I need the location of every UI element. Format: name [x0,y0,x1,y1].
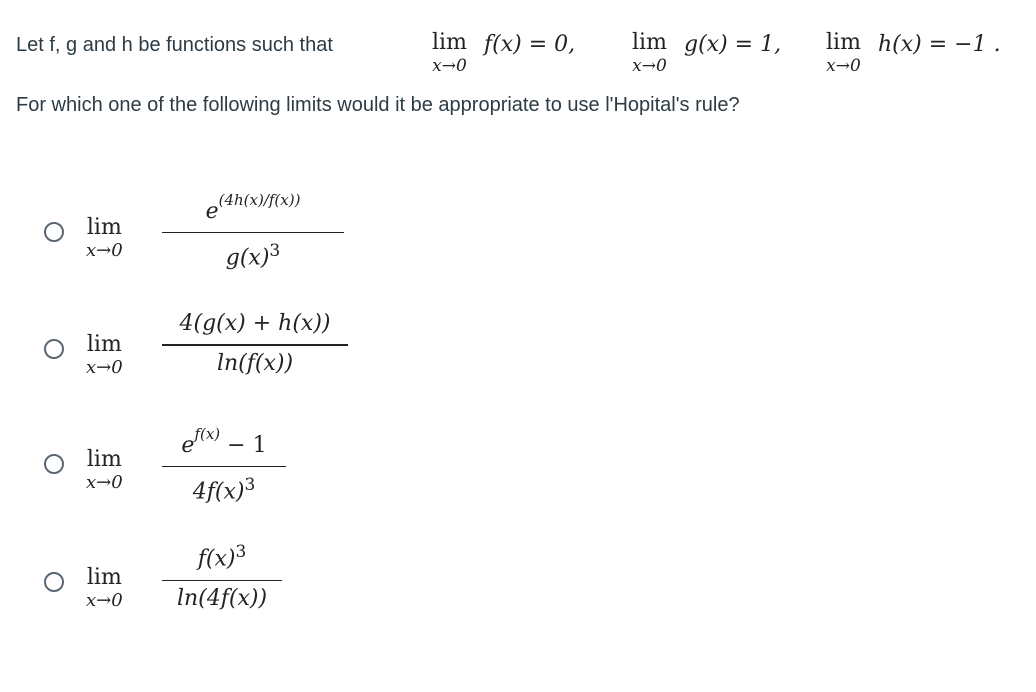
numerator: $e^{f(x)} - 1$ [181,425,267,458]
exponent: 3 [269,241,281,262]
option-limit [86,448,123,494]
limit-word: lim [432,30,467,55]
limit-subscript: x→0 [432,56,467,76]
limit-word: lim [826,30,861,55]
condition-f: f(x) = 0, [484,32,576,57]
condition-h: h(x) = −1 . [878,32,1001,57]
fraction [162,420,286,507]
exponent: 3 [244,475,256,496]
denominator: ln(4f(x)) [176,586,268,611]
exponent: f(x) [194,425,221,443]
answer-option-2[interactable] [40,306,370,396]
radio-button[interactable] [44,454,64,474]
limit-h [826,30,861,76]
numerator: 4(g(x) + h(x)) [179,311,331,336]
limit-word: lim [86,447,122,472]
question-text: For which one of the following limits would it be appropriate to use l'Hopital's rule? [16,94,740,116]
condition-g: g(x) = 1, [684,32,782,57]
radio-button[interactable] [44,339,64,359]
exponent: (4h(x)/f(x)) [218,191,301,209]
fraction-bar [162,344,348,346]
denominator: $4f(x)^3$ [192,475,256,505]
option-limit [86,333,123,379]
limit-word: lim [632,30,667,55]
answer-option-1[interactable] [40,186,370,276]
fraction [162,310,348,378]
option-limit [86,216,123,262]
numerator: $e^{(4h(x)/f(x))}$ [205,191,301,224]
limit-subscript: x→0 [86,472,123,493]
fraction [162,186,344,273]
answer-option-4[interactable] [40,538,370,628]
limit-subscript: x→0 [86,357,123,378]
limit-f [432,30,467,76]
numerator: $f(x)^3$ [197,542,247,572]
fraction-bar [162,466,286,468]
limit-g [632,30,667,76]
fraction-bar [162,232,344,234]
answer-option-3[interactable] [40,418,370,508]
limit-word: lim [86,215,122,240]
limit-subscript: x→0 [86,590,123,611]
limit-subscript: x→0 [632,56,667,76]
radio-button[interactable] [44,572,64,592]
fraction-bar [162,580,282,582]
fraction [162,538,282,613]
exponent: 3 [235,542,247,562]
radio-button[interactable] [44,222,64,242]
limit-subscript: x→0 [86,240,123,261]
limit-word: lim [86,332,122,357]
denominator: ln(f(x)) [216,350,294,376]
denominator: $g(x)^3$ [225,241,281,271]
limit-subscript: x→0 [826,56,861,76]
limit-word: lim [86,565,122,590]
option-limit [86,566,123,612]
intro-text: Let f, g and h be functions such that [16,34,333,56]
